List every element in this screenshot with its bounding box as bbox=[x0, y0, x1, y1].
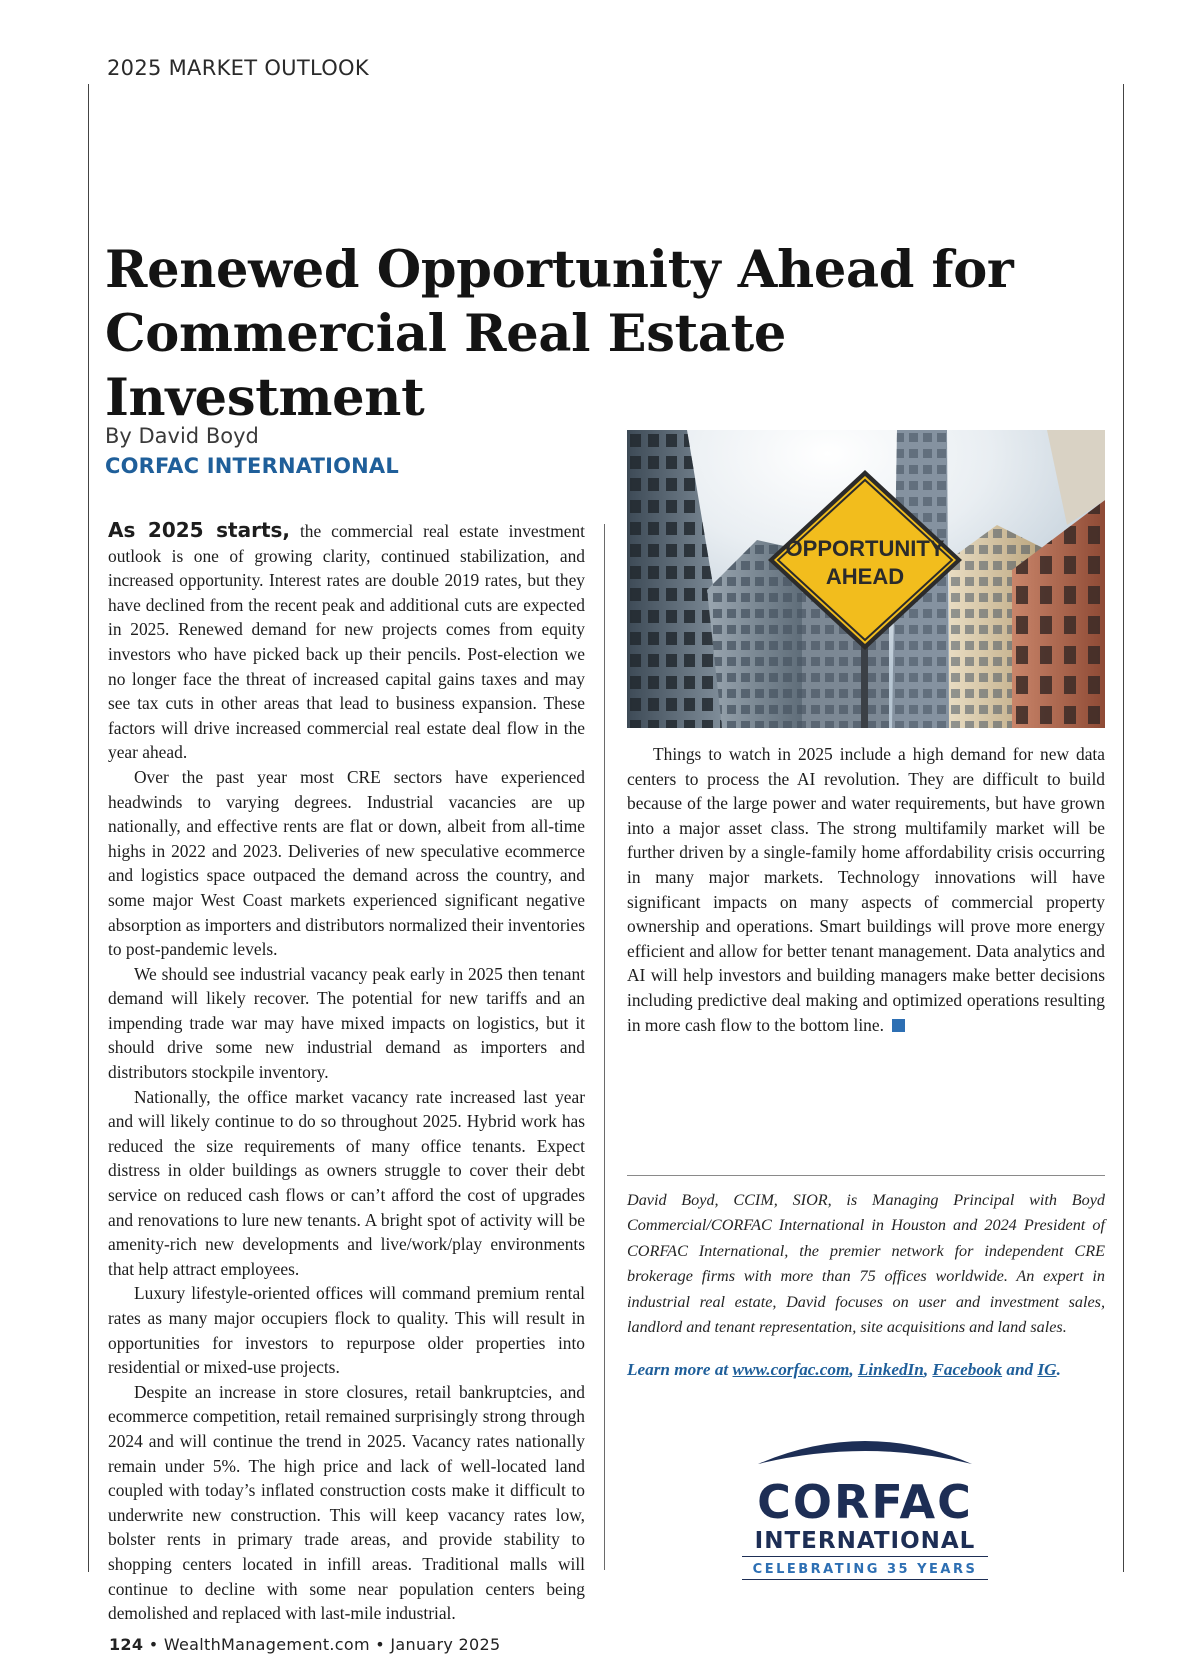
logo-rule-bottom bbox=[742, 1579, 988, 1580]
link-instagram[interactable]: IG bbox=[1037, 1360, 1057, 1379]
logo-rule-top bbox=[742, 1556, 988, 1557]
logo-arc-icon bbox=[758, 1441, 972, 1464]
article-paragraph-2: Over the past year most CRE sectors have experienced headwinds to varying degrees. Industrial vacancies are up nationally, and effective rents are flat or down, albeit from all-time highs in 2022 and 2023. Deliveries of new speculative ecommerce and logistics space outpaced the demand across the country, and some major West Coast markets experienced significant negative absorption as importers and distributors normalized their inventories to post-pandemic levels. bbox=[108, 766, 585, 960]
logo-corfac-text: CORFAC bbox=[757, 1475, 973, 1529]
end-of-article-square-icon bbox=[892, 1019, 905, 1032]
author-organization: CORFAC INTERNATIONAL bbox=[105, 454, 399, 478]
column-divider bbox=[604, 524, 605, 1570]
article-paragraph-1 bbox=[108, 518, 585, 765]
separator-1: , bbox=[849, 1360, 858, 1379]
opportunity-ahead-photo bbox=[627, 430, 1105, 728]
corfac-logo bbox=[740, 1422, 990, 1584]
learn-more-prefix: Learn more at bbox=[627, 1360, 733, 1379]
article-paragraph-7 bbox=[627, 742, 1105, 1037]
sign-text-line-2: AHEAD bbox=[825, 564, 905, 589]
article-paragraph-3: We should see industrial vacancy peak early in 2025 then tenant demand will likely recover. The potential for new tariffs and an impending trade war may have mixed impacts on logistics, but it should drive some new industrial demand as importers and distributors stockpile inventory. bbox=[108, 963, 585, 1083]
page-footer bbox=[109, 1635, 500, 1654]
left-border-rule bbox=[88, 84, 89, 1572]
lead-in: As 2025 starts, bbox=[108, 518, 291, 542]
learn-more-line bbox=[627, 1360, 1105, 1380]
publication-info: • WealthManagement.com • January 2025 bbox=[143, 1635, 501, 1654]
author-bio: David Boyd, CCIM, SIOR, is Managing Principal with Boyd Commercial/CORFAC International in Houston and 2024 President of CORFAC International, the premier network for independent CRE brokerage firms with more than 75 offices worldwide. An expert in industrial real estate, David focuses on user and investment sales, landlord and tenant representation, site acquisitions and land sales. bbox=[627, 1191, 1105, 1337]
section-label: 2025 MARKET OUTLOOK bbox=[107, 56, 369, 80]
article-paragraph-4: Nationally, the office market vacancy rate increased last year and will likely continue to do so throughout 2025. Hybrid work has reduced the size requirements of many office tenants. Expect distress in older buildings as owners struggle to cover their debt service on reduced cash flows or can’t afford the cost of upgrades and renovations to lure new tenants. A bright spot of activity will be amenity-rich new developments and live/work/play environments that help attract employees. bbox=[108, 1086, 585, 1279]
paragraph-7-text: Things to watch in 2025 include a high demand for new data centers to process the AI revolution. They are difficult to build because of the large power and water requirements, but have grown into a major asset class. The strong multifamily market will be further driven by a single-family home affordability crisis occurring in many major markets. Technology innovations will have significant impacts on many aspects of commercial property ownership and operations. Smart buildings will prove more energy efficient and allow for better tenant management. Data analytics and AI will help investors and building managers make better decisions including predictive deal making and optimized operations resulting in more cash flow to the bottom line. bbox=[627, 744, 1105, 1035]
page-number: 124 bbox=[109, 1635, 144, 1654]
headline-line-1: Renewed Opportunity Ahead for bbox=[105, 240, 1014, 300]
corfac-logo-graphic bbox=[740, 1422, 990, 1584]
link-facebook[interactable]: Facebook bbox=[932, 1360, 1003, 1379]
photo-illustration bbox=[627, 430, 1105, 728]
article-paragraph-5: Luxury lifestyle-oriented offices will command premium rental rates as many major occupiers flock to quality. This will result in opportunities for investors to repurpose older properties into residential or mixed-use projects. bbox=[108, 1283, 585, 1378]
link-corfac-website[interactable]: www.corfac.com bbox=[732, 1360, 850, 1379]
sign-text-line-1: OPPORTUNITY bbox=[785, 536, 945, 561]
link-linkedin[interactable]: LinkedIn bbox=[857, 1360, 924, 1379]
logo-celebrating-text: CELEBRATING 35 YEARS bbox=[752, 1562, 978, 1577]
logo-international-text: INTERNATIONAL bbox=[754, 1528, 976, 1554]
article-column-left bbox=[108, 518, 585, 1624]
right-border-rule bbox=[1123, 84, 1124, 1572]
link-line-end: . bbox=[1056, 1360, 1061, 1379]
headline-line-2: Commercial Real Estate Investment bbox=[105, 304, 787, 428]
separator-3: and bbox=[1002, 1360, 1038, 1379]
paragraph-1-text: the commercial real estate investment outlook is one of growing clarity, continued stabilization, and increased opportunity. Interest rates are double 2019 rates, but they have declined from the recent peak and additional cuts are expected in 2025. Renewed demand for new projects comes from equity investors who have picked back up their pencils. Post-election we no longer face the threat of increased capital gains taxes and may see tax cuts in other areas that lead to business expansion. These factors will drive increased commercial real estate deal flow in the year ahead. bbox=[108, 521, 585, 763]
article-paragraph-6: Despite an increase in store closures, retail bankruptcies, and ecommerce competition, retail remained surprisingly strong through 2024 and will continue the trend in 2025. Vacancy rates nationally remain under 5%. The high price and lack of well-located land coupled with today’s inflated construction costs make it difficult to underwrite new construction. This will keep vacancy rates low, bolster rents in primary trade areas, and provide stability to shopping centers located in infill areas. Traditional malls will continue to decline with some near population centers being demolished and replaced with last-mile industrial. bbox=[108, 1381, 585, 1624]
separator-2: , bbox=[923, 1360, 933, 1379]
article-column-right bbox=[627, 742, 1105, 1037]
article-headline bbox=[105, 238, 1105, 430]
author-byline: By David Boyd bbox=[105, 424, 259, 448]
bio-divider bbox=[627, 1175, 1105, 1176]
